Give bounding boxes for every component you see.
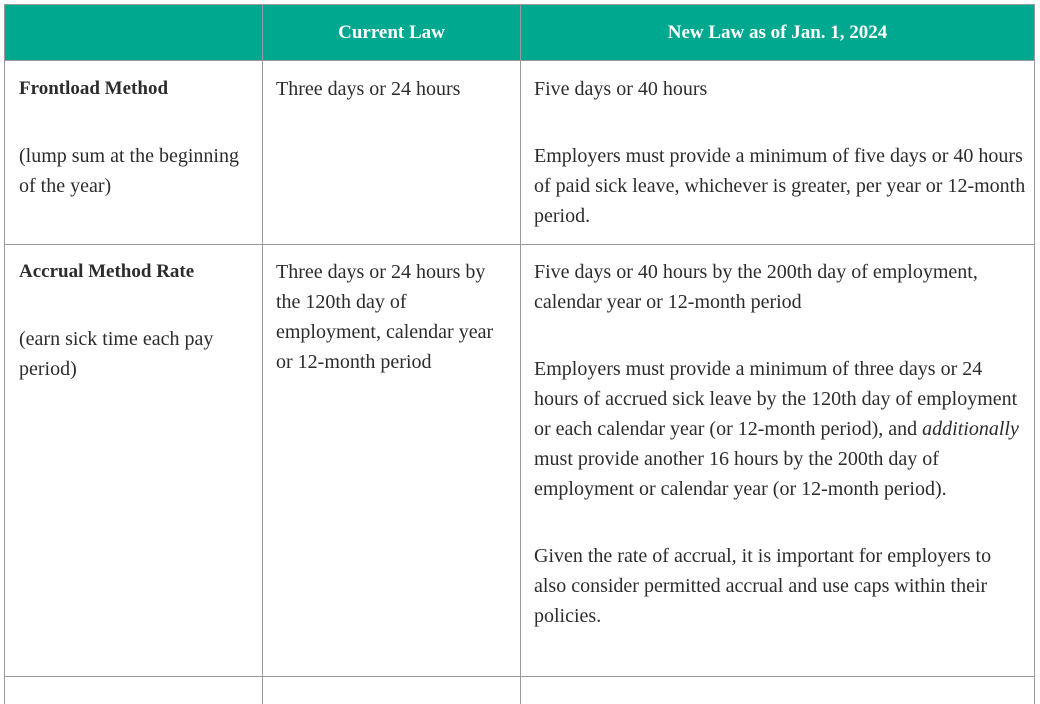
header-current-law: Current Law xyxy=(338,21,445,43)
method-label: Frontload Method xyxy=(19,78,169,99)
row-divider xyxy=(4,4,1035,5)
column-divider xyxy=(520,4,521,704)
method-label: Accrual Method Rate xyxy=(19,261,195,282)
row-divider xyxy=(4,676,1035,677)
row-divider xyxy=(4,244,1035,245)
current-law-cell xyxy=(276,74,512,104)
method-cell xyxy=(19,257,255,384)
new-law-detail-part2: must provide another 16 hours by the 200th day of employment or calendar year (or 12-month period). xyxy=(534,448,947,500)
method-note: (lump sum at the beginning of the year) xyxy=(19,145,239,197)
current-law-text: Three days or 24 hours xyxy=(276,78,461,100)
new-law-note: Given the rate of accrual, it is important for employers to also consider permitted accrual and use caps within their policies. xyxy=(534,545,992,627)
new-law-detail-emphasis: additionally xyxy=(922,418,1019,440)
column-divider xyxy=(262,4,263,704)
new-law-summary: Five days or 40 hours xyxy=(534,78,708,100)
method-cell xyxy=(19,74,255,201)
new-law-detail: Employers must provide a minimum of five days or 40 hours of paid sick leave, whichever is greater, per year or 12-month period. xyxy=(534,145,1026,227)
new-law-detail xyxy=(534,354,1026,504)
new-law-detail-part1: Employers must provide a minimum of three days or 24 hours of accrued sick leave by the 120th day of employment or each calendar year (or 12-month period), and xyxy=(534,358,1018,440)
new-law-cell xyxy=(534,257,1026,631)
current-law-cell xyxy=(276,257,514,377)
new-law-cell xyxy=(534,74,1026,231)
new-law-summary: Five days or 40 hours by the 200th day of employment, calendar year or 12-month period xyxy=(534,261,978,313)
row-divider xyxy=(4,60,1035,61)
method-note: (earn sick time each pay period) xyxy=(19,328,214,380)
current-law-text: Three days or 24 hours by the 120th day of employment, calendar year or 12-month period xyxy=(276,261,494,373)
header-new-law: New Law as of Jan. 1, 2024 xyxy=(667,21,888,43)
